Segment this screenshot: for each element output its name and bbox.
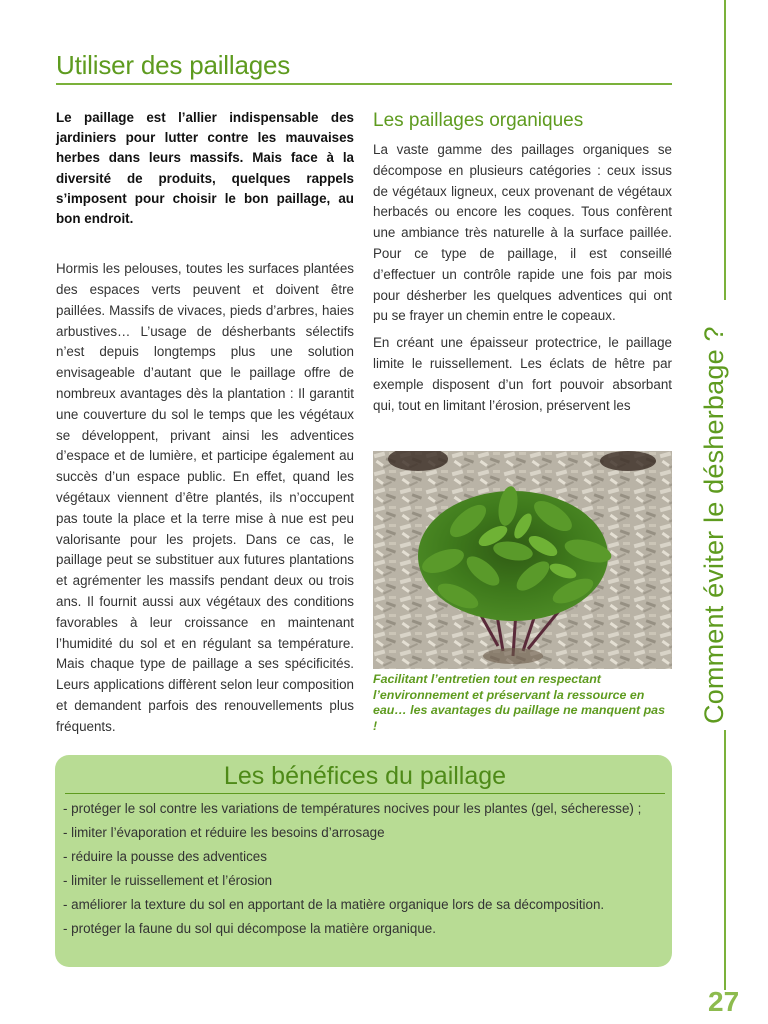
list-item: - améliorer la texture du sol en apportant de la matière organique lors de sa décomposition. — [63, 897, 605, 912]
side-rule-bottom — [724, 730, 726, 990]
right-paragraph-2: En créant une épaisseur protectrice, le paillage limite le ruissellement. Les éclats de hêtre par exemple disposent d’un fort pouvoir absorbant qui, tout en limitant l’érosion, préservent les — [373, 335, 672, 413]
left-body-paragraph: Hormis les pelouses, toutes les surfaces plantées des espaces verts peuvent et doivent être paillées. Massifs de vivaces, pieds d’arbres, haies arbustives… L’usage de désherbants sélectifs n’est depuis longtemps plus une solution envisageable d’autant que le paillage offre de nombreux avantages dès la plantation : Il garantit une couverture du sol le temps que les végétaux se développent, privant ainsi les adventices d’espace et de lumière, et participe également au succès d’un espace public. En effet, quand les végétaux viennent d’être plantés, ils n’occupent pas toute la place et la terre mise à nue est peu valorisante pour les projets. Dans ce cas, le paillage peut se substituer aux futures plantations et agrémenter les massifs pendant deux ou trois ans. Il fournit aussi aux végétaux des conditions favorables à leur croissance en maintenant l’humidité du sol et en régulant sa température. Mais chaque type de paillage a ses spécificités. Leurs applications diffèrent selon leur composition et demandent parfois des renouvellements plus fréquents. — [56, 261, 354, 734]
list-item: - protéger la faune du sol qui décompose la matière organique. — [63, 921, 436, 936]
list-item: - limiter l’évaporation et réduire les besoins d’arrosage — [63, 825, 385, 840]
list-item: - limiter le ruissellement et l’érosion — [63, 873, 273, 888]
page-title: Utiliser des paillages — [56, 50, 672, 85]
chapter-side-title: Comment éviter le désherbage ? — [699, 326, 729, 724]
list-item: - réduire la pousse des adventices — [63, 849, 267, 864]
page-number: 27 — [708, 986, 740, 1017]
benefits-title: Les bénéfices du paillage — [65, 759, 665, 794]
side-rule-top — [724, 0, 726, 300]
left-column — [56, 108, 354, 738]
section-heading: Les paillages organiques — [373, 110, 584, 131]
right-column — [373, 108, 672, 422]
benefits-box — [55, 755, 672, 967]
right-paragraph-1: La vaste gamme des paillages organiques se décompose en plusieurs catégories : ceux issus de végétaux ligneux, ceux provenant de végétaux herbacés ou encore les coques. Tous confèrent une ambiance très naturelle à la surface paillée. Pour ce type de paillage, il est conseillé d’effectuer un contrôle rapide une fois par mois pour désherber les quelques adventices qui ont pu se frayer un chemin entre le copeaux. — [373, 142, 672, 324]
list-item: - protéger le sol contre les variations de températures nocives pour les plantes (gel, sécheresse) ; — [63, 801, 642, 816]
photo-caption: Facilitant l’entretien tout en respectant l’environnement et préservant la ressource en eau… les avantages du paillage ne manquent pas ! — [373, 672, 665, 733]
mulch-plant-photo — [373, 451, 672, 669]
benefits-list — [63, 799, 663, 943]
intro-paragraph: Le paillage est l’allier indispensable des jardiniers pour lutter contre les mauvaises herbes dans leurs massifs. Mais face à la diversité de produits, quelques rappels s’imposent pour choisir le bon paillage, au bon endroit. — [56, 110, 354, 227]
